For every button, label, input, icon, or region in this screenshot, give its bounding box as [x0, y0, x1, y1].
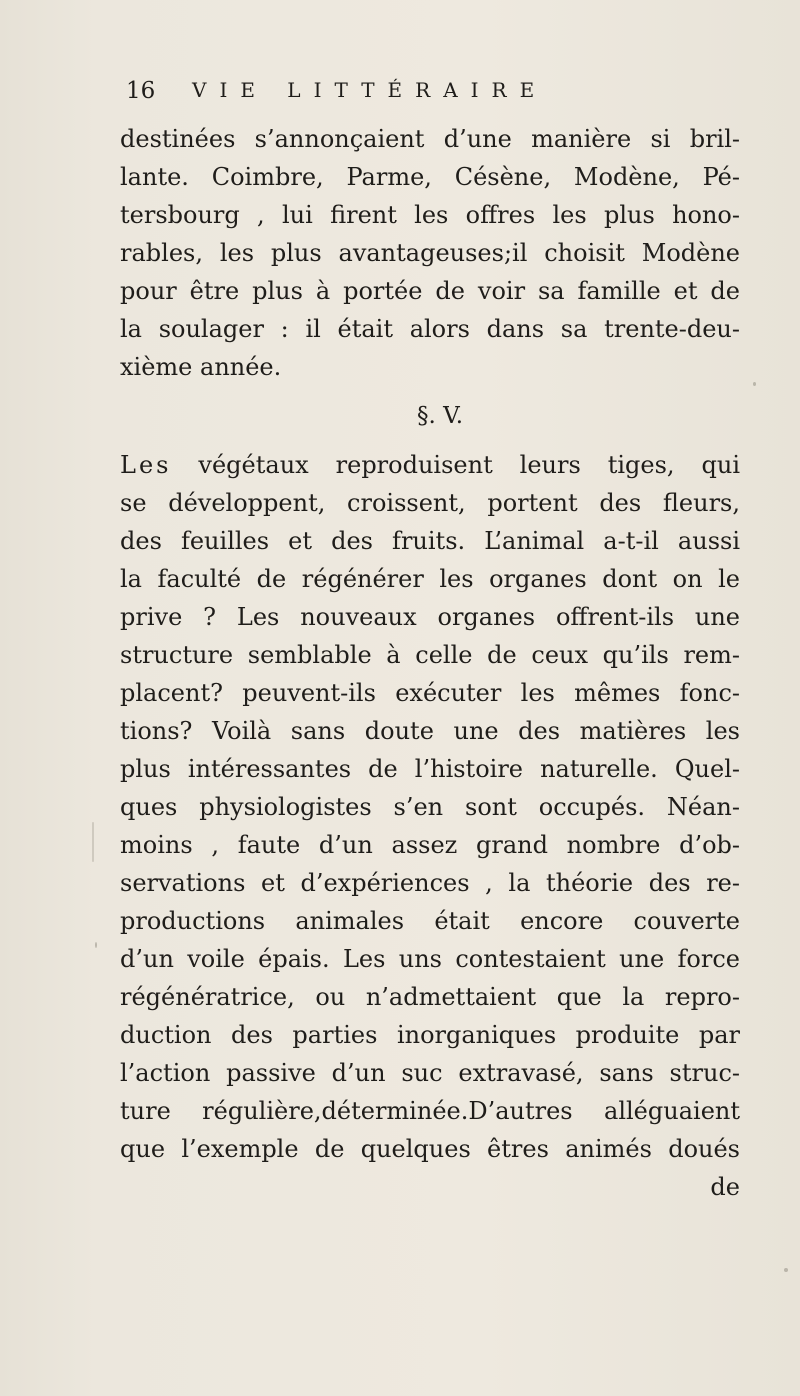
opening-word: Les [120, 451, 172, 479]
text-line: plus intéressantes de l’histoire naturelle. Quel- [120, 755, 740, 783]
paragraph-2 [120, 446, 740, 1168]
text-line: la faculté de régénérer les organes dont on le [120, 565, 740, 593]
text-line: servations et d’expériences , la théorie des re- [120, 869, 740, 897]
text-line: moins , faute d’un assez grand nombre d’ob- [120, 831, 740, 859]
text-line: placent? peuvent-ils exécuter les mêmes fonc- [120, 679, 740, 707]
paper-speck [95, 942, 97, 948]
text-line: se développent, croissent, portent des fleurs, [120, 489, 740, 517]
text-line: l’action passive d’un suc extravasé, sans struc- [120, 1059, 740, 1087]
page-header [120, 78, 640, 108]
text-block [120, 120, 740, 1206]
text-line: duction des parties inorganiques produite par [120, 1021, 740, 1049]
text-line: lante. Coimbre, Parme, Césène, Modène, Pé- [120, 163, 740, 191]
text-line [120, 446, 740, 484]
paragraph-1 [120, 120, 740, 386]
text-line: pour être plus à portée de voir sa famille et de [120, 277, 740, 305]
text-line: la soulager : il était alors dans sa trente-deu- [120, 315, 740, 343]
paper-speck [92, 822, 94, 862]
text-line: des feuilles et des fruits. L’animal a-t-il aussi [120, 527, 740, 555]
catchword: de [710, 1173, 740, 1201]
text-line: d’un voile épais. Les uns contestaient une force [120, 945, 740, 973]
text-line: structure semblable à celle de ceux qu’ils rem- [120, 641, 740, 669]
text-line: productions animales était encore couverte [120, 907, 740, 935]
running-head: VIE LITTÉRAIRE [192, 78, 548, 102]
text-line: régénératrice, ou n’admettaient que la repro- [120, 983, 740, 1011]
first-line-text: végétaux reproduisent leurs tiges, qui [198, 451, 740, 479]
text-line: tions? Voilà sans doute une des matières les [120, 717, 740, 745]
section-heading: §. V. [416, 403, 464, 429]
text-line: prive ? Les nouveaux organes offrent-ils une [120, 603, 740, 631]
text-line: tersbourg , lui firent les offres les plus hono- [120, 201, 740, 229]
page-number: 16 [126, 78, 156, 104]
paper-speck [784, 1268, 788, 1272]
text-line: ture régulière,déterminée.D’autres alléguaient [120, 1097, 740, 1125]
text-line: ques physiologistes s’en sont occupés. Néan- [120, 793, 740, 821]
text-line: destinées s’annonçaient d’une manière si bril- [120, 125, 740, 153]
paper-speck [753, 382, 756, 386]
text-line: rables, les plus avantageuses;il choisit Modène [120, 239, 740, 267]
text-line: xième année. [120, 353, 282, 381]
text-line: que l’exemple de quelques êtres animés doués [120, 1135, 740, 1163]
